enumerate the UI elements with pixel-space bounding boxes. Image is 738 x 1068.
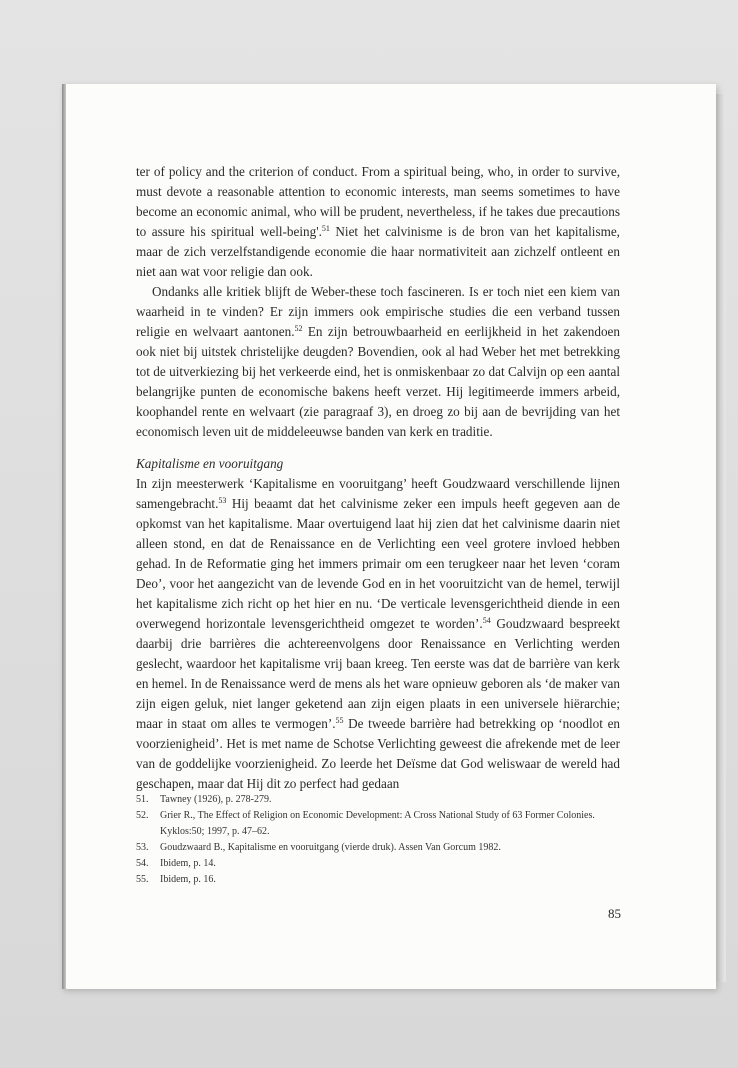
footnote-ref: 51 [321, 224, 330, 233]
paragraph-text: De tweede barrière had betrekking op ‘noodlot en voorzienigheid’. Het is met name de Schotse Verlichting geweest die afrekende met de leer van de goddelijke voorzienigheid. Zo leerde het Deïsme dat God weliswaar de wereld had geschapen, maar dat Hij dit zo perfect had gedaan [136, 716, 621, 791]
page-edge [716, 94, 726, 982]
footnote [136, 856, 620, 872]
footnote-text: Goudzwaard B., Kapitalisme en vooruitgang (vierde druk). Assen Van Gorcum 1982. [160, 842, 501, 853]
footnote-text: Ibidem, p. 16. [160, 874, 216, 885]
paragraph-text: Ondanks alle kritiek blijft de Weber-these toch fascineren. Is er toch niet een kiem van waarheid in te vinden? Er zijn immers ook empirische studies die een verband tussen religie en welvaart aantonen. [136, 284, 620, 339]
section-heading: Kapitalisme en vooruitgang [136, 456, 284, 471]
footnote-number: 51. [136, 794, 149, 805]
footnote-number: 55. [136, 874, 149, 885]
footnote-text: Grier R., The Effect of Religion on Economic Development: A Cross National Study of 63 Former Colonies. Kyklos:50; 1997, p. 47–62. [160, 810, 595, 837]
footnote-ref: 54 [482, 616, 491, 625]
footnote [136, 872, 620, 888]
footnote-number: 53. [136, 842, 149, 853]
paragraph-text: Goudzwaard bespreekt daarbij drie barrières die achtereenvolgens door Renaissance en Verlichting werden geslecht, waardoor het kapitalisme vrij baan kreeg. Ten eerste was dat de barrière van kerk en hemel. In de Renaissance werd de mens als het ware opnieuw geboren als ‘de maker van zijn eigen geluk, niet langer geketend aan zijn eigen plaats in een universele hiërarchie; maar in staat om alles te vermogen’. [136, 616, 620, 731]
footnote-number: 54. [136, 858, 149, 869]
paragraph [136, 162, 620, 282]
page-gutter [62, 84, 66, 989]
footnote [136, 808, 620, 840]
paragraph-text: ter of policy and the criterion of conduct. From a spiritual being, who, in order to survive, must devote a reasonable attention to economic interests, man seems sometimes to have become an economic animal, who will be prudent, nevertheless, if he takes due precautions to assure his spiritual well-being'. [136, 164, 620, 239]
page-number: 85 [608, 906, 621, 921]
footnote-number: 52. [136, 810, 149, 821]
footnote-text: Ibidem, p. 14. [160, 858, 216, 869]
paragraph [136, 474, 620, 794]
paragraph-text: En zijn betrouwbaarheid en eerlijkheid in het zakendoen ook niet bij uitstek christelijke deugden? Bovendien, ook al had Weber het met betrekking tot de uitverkiezing bij het verkeerde eind, het is onmiskenbaar zo dat Calvijn op een aantal belangrijke punten de economische bakens heeft verzet. Hij legitimeerde immers arbeid, koophandel rente en welvaart (zie paragraaf 3), en droeg zo bij aan de bevrijding van het economisch leven uit de middeleeuwse banden van kerk en traditie. [136, 324, 620, 439]
paragraph [136, 282, 620, 442]
paragraph-text: In zijn meesterwerk ‘Kapitalisme en vooruitgang’ heeft Goudzwaard verschillende lijnen samengebracht. [136, 476, 620, 511]
paragraph-text: Niet het calvinisme is de bron van het kapitalisme, maar de zich verzelfstandigende economie die haar normativiteit aan zichzelf ontleent en niet aan wat voor religie dan ook. [136, 224, 620, 279]
footnote-text: Tawney (1926), p. 278-279. [160, 794, 272, 805]
footnote [136, 840, 620, 856]
footnotes [136, 792, 620, 888]
footnote-ref: 52 [294, 324, 303, 333]
footnote-ref: 55 [335, 716, 344, 725]
body-text [136, 162, 620, 794]
paragraph-text: Hij beaamt dat het calvinisme zeker een impuls heeft gegeven aan de opkomst van het kapitalisme. Maar overtuigend laat hij zien dat het calvinisme daarin niet alleen stond, en dat de Renaissance en de Verlichting een veel grotere invloed hebben gehad. In de Reformatie ging het immers primair om een terugkeer naar het leven ‘coram Deo’, voor het aangezicht van de levende God en in het vooruitzicht van de hemel, terwijl het kapitalisme zich richt op het hier en nu. ‘De verticale levensgerichtheid diende in een overwegend horizontale levensgerichtheid omgezet te worden’. [136, 496, 620, 631]
footnote [136, 792, 620, 808]
footnote-ref: 53 [218, 496, 227, 505]
